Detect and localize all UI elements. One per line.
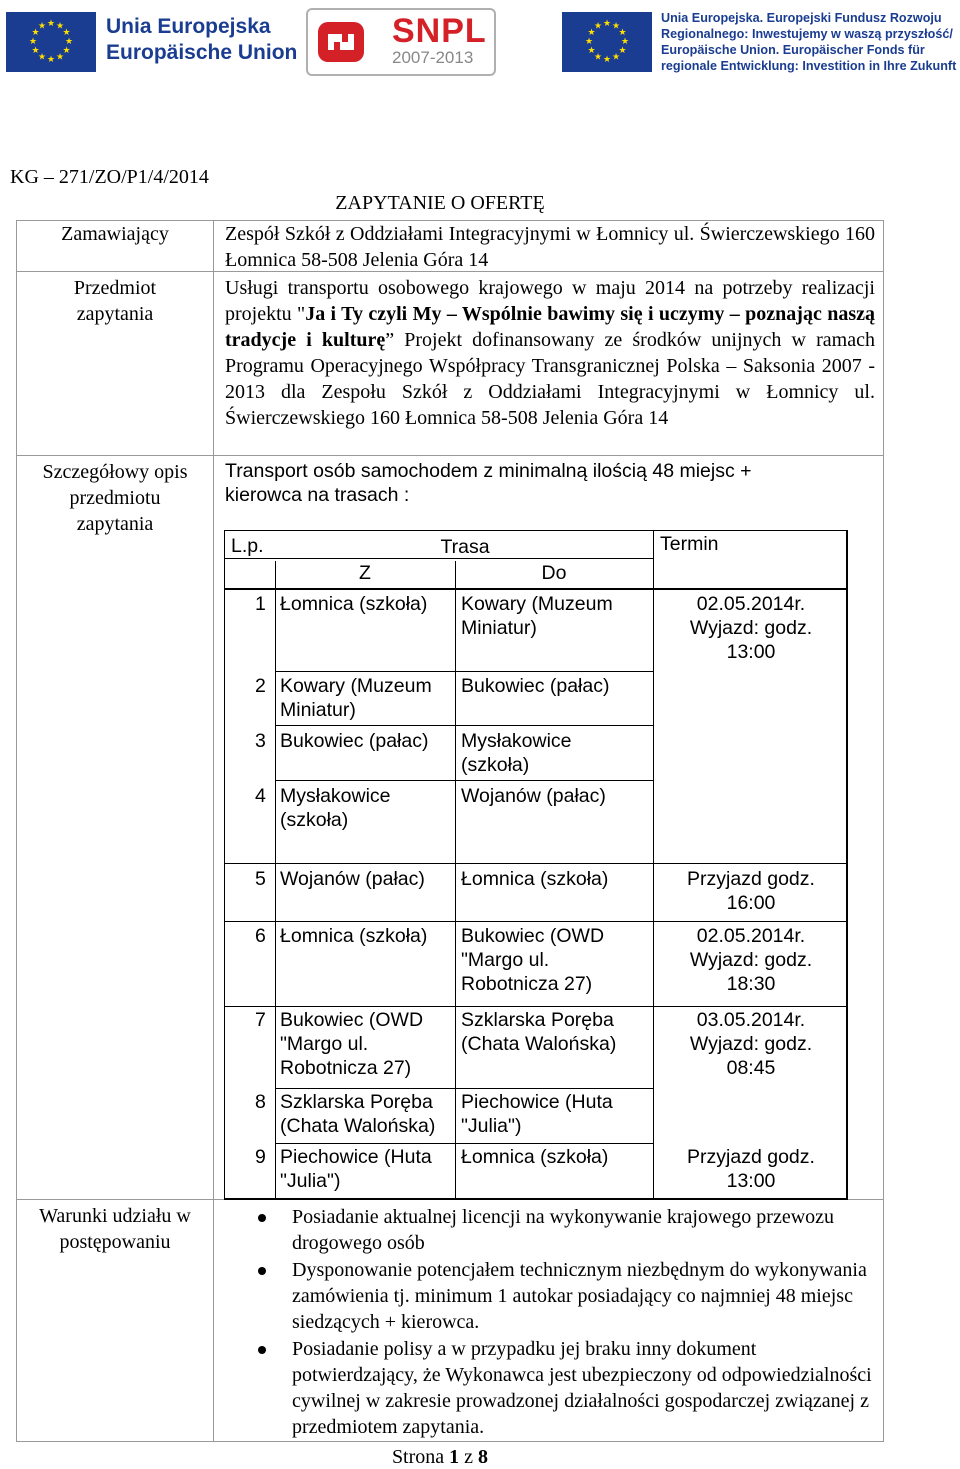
svg-text:★: ★ bbox=[37, 52, 47, 63]
route-lp: 2 bbox=[255, 675, 266, 697]
route-from: Łomnica (szkoła) bbox=[280, 925, 428, 947]
document-title: ZAPYTANIE O OFERTĘ bbox=[335, 192, 545, 214]
svg-text:★: ★ bbox=[37, 21, 47, 32]
contracting-label: Zamawiający bbox=[61, 223, 169, 245]
page-footer bbox=[0, 1446, 880, 1469]
eu-flag-logo bbox=[6, 12, 96, 72]
page-prefix: Strona bbox=[391, 1446, 445, 1468]
eu-flag-logo-2 bbox=[562, 12, 652, 72]
route-to: Mysłakowice (szkoła) bbox=[461, 730, 572, 776]
term-label: Przyjazd godz. bbox=[687, 868, 815, 890]
svg-text:★: ★ bbox=[618, 28, 627, 38]
details-intro: Transport osób samochodem z minimalną ilością 48 miejsc + kierowca na trasach : bbox=[225, 460, 752, 506]
route-lp: 6 bbox=[255, 925, 266, 947]
term-label: Wyjazd: godz. bbox=[689, 949, 813, 971]
subject-label-line1: Przedmiot bbox=[73, 277, 157, 299]
svg-text:★: ★ bbox=[587, 46, 596, 56]
route-lp: 4 bbox=[255, 785, 266, 807]
route-from: Wojanów (pałac) bbox=[280, 868, 425, 890]
page-separator: z bbox=[464, 1446, 474, 1468]
row-line bbox=[275, 780, 653, 781]
route-to: Kowary (Muzeum Miniatur) bbox=[461, 593, 613, 639]
row-line bbox=[275, 1088, 653, 1089]
row-line bbox=[225, 1006, 847, 1007]
svg-text:★: ★ bbox=[55, 52, 65, 63]
routes-table bbox=[224, 530, 848, 1200]
subject-value bbox=[225, 275, 875, 431]
svg-text:★: ★ bbox=[602, 55, 612, 65]
term-cell bbox=[655, 1008, 847, 1080]
row-line bbox=[225, 863, 847, 864]
svg-text:★: ★ bbox=[620, 37, 630, 47]
conditions-label-line2: postępowaniu bbox=[59, 1231, 171, 1253]
subject-text-part2: ” Projekt dofinansowany ze środków unijnych w ramach Programu Operacyjnego Współpracy Transgranicznej Polska – Saksonia 2007 - 2013 dla Zespołu Szkół z Oddziałami Integracyjnymi w Łomnicy ul. Świerczewskiego 160 Łomnica 58-508 Jelenia Góra 14 bbox=[225, 329, 875, 429]
svg-text:★: ★ bbox=[31, 28, 40, 38]
svg-text:★: ★ bbox=[55, 21, 65, 32]
snpl-name: SNPL bbox=[392, 12, 487, 50]
svg-text:★: ★ bbox=[611, 21, 621, 32]
row-divider bbox=[17, 455, 883, 456]
row-line bbox=[275, 671, 653, 672]
term-time: 13:00 bbox=[726, 641, 776, 663]
svg-text:★: ★ bbox=[587, 28, 596, 38]
header-to: Do bbox=[541, 562, 567, 584]
term-label: Wyjazd: godz. bbox=[689, 1033, 813, 1055]
header-logos bbox=[0, 0, 960, 80]
row-line bbox=[275, 1143, 653, 1144]
list-item: Posiadanie aktualnej licencji na wykonywanie krajowego przewozu drogowego osób bbox=[252, 1204, 872, 1256]
route-to: Łomnica (szkoła) bbox=[461, 868, 609, 890]
subject-text-part1: Usługi transportu osobowego krajowego w maju 2014 na potrzeby realizacji projektu " bbox=[225, 277, 875, 325]
details-label-line1: Szczegółowy opis bbox=[42, 461, 188, 483]
svg-text:★: ★ bbox=[602, 19, 612, 29]
eu-text-line2: Europäische Union bbox=[106, 41, 298, 64]
efrr-line3: Europäische Union. Europäischer Fonds für bbox=[661, 43, 925, 57]
eu-stars-icon bbox=[6, 12, 96, 72]
term-time: 13:00 bbox=[726, 1170, 776, 1192]
subject-label-line2: zapytania bbox=[76, 303, 154, 325]
page-total: 8 bbox=[478, 1446, 489, 1468]
route-to: Bukowiec (OWD "Margo ul. Robotnicza 27) bbox=[461, 925, 605, 995]
list-item: Posiadanie polisy a w przypadku jej braku inny dokument potwierdzający, że Wykonawca jest ubezpieczony od odpowiedzialności cywilnej w zakresie prowadzonej działalności gospodarczej związanej z przedmiotem zapytania. bbox=[252, 1336, 872, 1440]
svg-text:★: ★ bbox=[618, 46, 627, 56]
header-lp: L.p. bbox=[231, 535, 264, 557]
route-lp: 3 bbox=[255, 730, 266, 752]
route-lp: 9 bbox=[255, 1146, 266, 1168]
header-from: Z bbox=[359, 562, 371, 584]
route-to: Wojanów (pałac) bbox=[461, 785, 606, 807]
route-from: Szklarska Poręba (Chata Walońska) bbox=[280, 1091, 436, 1137]
project-title: Ja i Ty czyli My – Wspólnie bawimy się i uczymy – poznając naszą tradycje i kulturę bbox=[225, 303, 875, 351]
svg-text:★: ★ bbox=[62, 28, 71, 38]
svg-text:★: ★ bbox=[593, 21, 603, 32]
header-termin: Termin bbox=[660, 533, 719, 555]
term-column-divider bbox=[653, 531, 654, 1199]
term-cell bbox=[655, 867, 847, 915]
term-time: 18:30 bbox=[726, 973, 776, 995]
efrr-line4: regionale Entwicklung: Investition in Ihre Zukunft bbox=[661, 59, 957, 73]
list-item: Dysponowanie potencjałem technicznym niezbędnym do wykonywania zamówienia tj. minimum 1 autokar posiadający co najmniej 48 miejsc siedzących + kierowca. bbox=[252, 1257, 872, 1335]
route-lp: 8 bbox=[255, 1091, 266, 1113]
efrr-line1: Unia Europejska. Europejski Fundusz Rozwoju bbox=[661, 11, 942, 25]
from-to-divider bbox=[455, 561, 456, 1199]
term-date: 02.05.2014r. bbox=[696, 925, 806, 947]
term-cell bbox=[655, 924, 847, 996]
term-time: 16:00 bbox=[726, 892, 776, 914]
svg-text:★: ★ bbox=[28, 37, 38, 47]
route-lp: 7 bbox=[255, 1009, 266, 1031]
conditions-label bbox=[17, 1203, 213, 1255]
conditions-label-line1: Warunki udziału w bbox=[39, 1205, 191, 1227]
svg-text:★: ★ bbox=[584, 37, 594, 47]
term-time: 08:45 bbox=[726, 1057, 776, 1079]
route-from: Kowary (Muzeum Miniatur) bbox=[280, 675, 432, 721]
route-to: Piechowice (Huta "Julia") bbox=[461, 1091, 613, 1137]
route-to: Bukowiec (pałac) bbox=[461, 675, 610, 697]
svg-text:★: ★ bbox=[593, 52, 603, 63]
document-number: KG – 271/ZO/P1/4/2014 bbox=[10, 166, 209, 188]
page-number: 1 bbox=[449, 1446, 460, 1468]
svg-text:★: ★ bbox=[64, 37, 74, 47]
eu-logo-text bbox=[106, 14, 297, 66]
route-from: Mysłakowice (szkoła) bbox=[280, 785, 391, 831]
svg-text:★: ★ bbox=[62, 46, 71, 56]
term-label: Przyjazd godz. bbox=[687, 1146, 815, 1168]
snpl-mark-icon bbox=[316, 20, 366, 64]
eu-text-line1: Unia Europejska bbox=[106, 15, 271, 38]
route-to: Łomnica (szkoła) bbox=[461, 1146, 609, 1168]
details-label bbox=[17, 459, 213, 537]
term-cell bbox=[655, 592, 847, 664]
route-lp: 1 bbox=[255, 593, 266, 615]
term-cell bbox=[655, 1145, 847, 1193]
term-label: Wyjazd: godz. bbox=[689, 617, 813, 639]
conditions-list bbox=[252, 1204, 872, 1441]
row-line bbox=[225, 921, 847, 922]
svg-text:★: ★ bbox=[31, 46, 40, 56]
term-date: 02.05.2014r. bbox=[696, 593, 806, 615]
lp-column-divider bbox=[275, 561, 276, 1199]
row-line bbox=[275, 725, 653, 726]
snpl-years: 2007-2013 bbox=[392, 48, 474, 67]
column-divider bbox=[213, 221, 214, 1441]
svg-text:★: ★ bbox=[46, 55, 56, 65]
subject-label bbox=[17, 275, 213, 327]
details-label-line3: zapytania bbox=[76, 513, 154, 535]
header-bottom-line bbox=[225, 588, 847, 590]
contracting-value: Zespół Szkół z Oddziałami Integracyjnymi w Łomnicy ul. Świerczewskiego 160 Łomnica 58-508 Jelenia Góra 14 bbox=[225, 223, 875, 271]
route-from: Bukowiec (OWD "Margo ul. Robotnicza 27) bbox=[280, 1009, 424, 1079]
route-from: Łomnica (szkoła) bbox=[280, 593, 428, 615]
header-trasa: Trasa bbox=[440, 536, 490, 558]
details-label-line2: przedmiotu bbox=[69, 487, 161, 509]
snpl-logo bbox=[306, 8, 496, 76]
route-lp: 5 bbox=[255, 868, 266, 890]
efrr-logo-text bbox=[661, 10, 956, 74]
efrr-line2: Regionalnego: Inwestujemy w waszą przyszłość/ bbox=[661, 27, 953, 41]
svg-text:★: ★ bbox=[611, 52, 621, 63]
term-date: 03.05.2014r. bbox=[696, 1009, 806, 1031]
svg-text:★: ★ bbox=[46, 19, 56, 29]
route-from: Piechowice (Huta "Julia") bbox=[280, 1146, 432, 1192]
route-from: Bukowiec (pałac) bbox=[280, 730, 429, 752]
eu-stars-icon bbox=[562, 12, 652, 72]
route-to: Szklarska Poręba (Chata Walońska) bbox=[461, 1009, 617, 1055]
